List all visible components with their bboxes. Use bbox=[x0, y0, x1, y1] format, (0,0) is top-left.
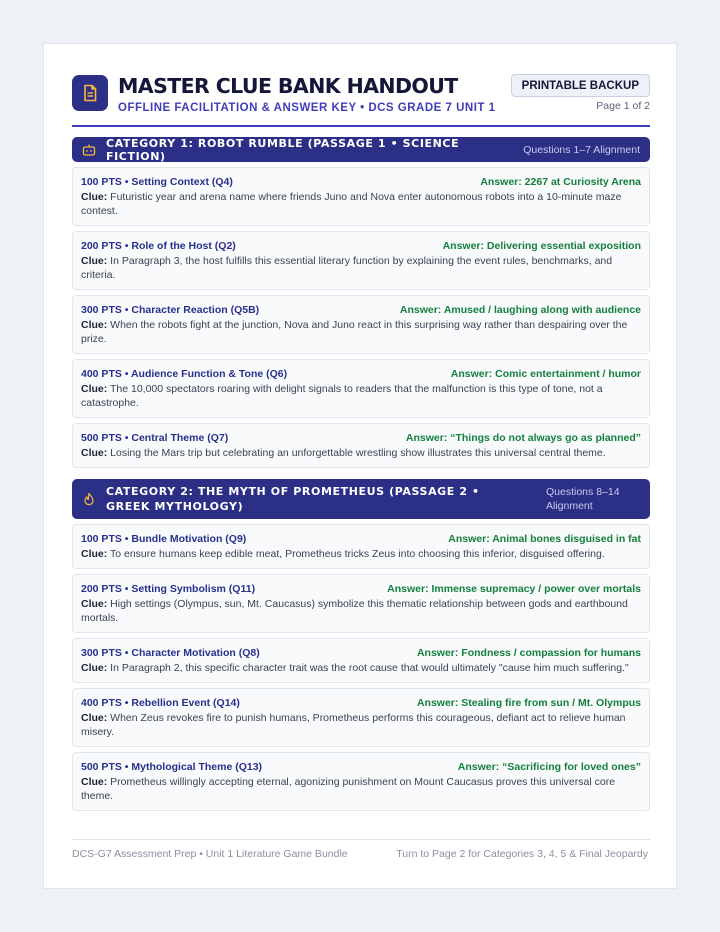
page-header bbox=[72, 72, 650, 124]
clue-label: Clue: bbox=[81, 191, 108, 203]
clue-text bbox=[81, 711, 641, 739]
category-alignment: Questions 1–7 Alignment bbox=[523, 143, 640, 156]
clue-points-label: 200 PTS • Setting Symbolism (Q11) bbox=[81, 583, 256, 595]
clue-text bbox=[81, 382, 641, 410]
clue-body: Futuristic year and arena name where friends Juno and Nova enter autonomous robots into a 10-minute maze contest. bbox=[81, 191, 622, 217]
clue-points-label: 100 PTS • Bundle Motivation (Q9) bbox=[81, 533, 247, 545]
clue-card bbox=[72, 359, 650, 418]
clue-card bbox=[72, 231, 650, 290]
footer-left-text: DCS-G7 Assessment Prep • Unit 1 Literature Game Bundle bbox=[72, 848, 348, 860]
clue-body: When the robots fight at the junction, Nova and Juno react in this surprising way rather than despairing over the prize. bbox=[81, 319, 628, 345]
clue-text bbox=[81, 597, 641, 625]
category-header-2 bbox=[72, 479, 650, 519]
printable-backup-badge: PRINTABLE BACKUP bbox=[511, 74, 650, 97]
clue-answer: Answer: Fondness / compassion for humans bbox=[416, 647, 641, 659]
clue-points-label: 300 PTS • Character Reaction (Q5B) bbox=[81, 304, 260, 316]
clue-text bbox=[81, 661, 641, 675]
page-title: MASTER CLUE BANK HANDOUT bbox=[118, 74, 458, 98]
clue-text bbox=[81, 547, 641, 561]
clue-answer: Answer: “Sacrificing for loved ones” bbox=[457, 761, 641, 773]
clue-body: The 10,000 spectators roaring with delight signals to readers that the malfunction is this type of tone, not a catastrophe. bbox=[81, 383, 603, 409]
clue-body: When Zeus revokes fire to punish humans, Prometheus performs this courageous, defiant act to relieve human misery. bbox=[81, 712, 626, 738]
clue-points-label: 500 PTS • Central Theme (Q7) bbox=[81, 432, 229, 444]
clue-answer: Answer: Stealing fire from sun / Mt. Olympus bbox=[416, 697, 641, 709]
clue-body: To ensure humans keep edible meat, Prometheus tricks Zeus into choosing this inferior, disguised offering. bbox=[109, 548, 605, 560]
clue-answer: Answer: Delivering essential exposition bbox=[442, 240, 641, 252]
clue-answer: Answer: “Things do not always go as planned” bbox=[405, 432, 641, 444]
header-divider bbox=[72, 125, 650, 127]
clue-answer: Answer: Comic entertainment / humor bbox=[450, 368, 641, 380]
clue-answer: Answer: Amused / laughing along with audience bbox=[399, 304, 641, 316]
document-icon bbox=[72, 75, 108, 111]
clue-card bbox=[72, 752, 650, 811]
category-title: CATEGORY 2: THE MYTH OF PROMETHEUS (PASSAGE 2 • GREEK MYTHOLOGY) bbox=[106, 485, 480, 513]
footer-divider bbox=[72, 839, 650, 840]
clue-answer: Answer: Animal bones disguised in fat bbox=[448, 533, 641, 545]
clue-points-label: 400 PTS • Audience Function & Tone (Q6) bbox=[81, 368, 288, 380]
clue-answer: Answer: 2267 at Curiosity Arena bbox=[480, 176, 641, 188]
clue-label: Clue: bbox=[81, 319, 108, 331]
clue-card bbox=[72, 524, 650, 569]
clue-label: Clue: bbox=[81, 383, 108, 395]
handout-page bbox=[43, 43, 677, 889]
clue-points-label: 100 PTS • Setting Context (Q4) bbox=[81, 176, 233, 188]
clue-label: Clue: bbox=[81, 776, 108, 788]
category-alignment: Questions 8–14 Alignment bbox=[546, 486, 620, 512]
page-indicator: Page 1 of 2 bbox=[596, 100, 650, 112]
clue-body: High settings (Olympus, sun, Mt. Caucasus) symbolize this thematic relationship between gods and earthbound mortals. bbox=[81, 598, 628, 624]
robot-icon bbox=[82, 143, 96, 157]
clue-label: Clue: bbox=[81, 255, 108, 267]
clue-label: Clue: bbox=[81, 447, 108, 459]
clue-label: Clue: bbox=[81, 598, 108, 610]
clue-points-label: 500 PTS • Mythological Theme (Q13) bbox=[81, 761, 263, 773]
fire-icon bbox=[82, 492, 96, 506]
clue-points-label: 300 PTS • Character Motivation (Q8) bbox=[81, 647, 260, 659]
footer-right-text: Turn to Page 2 for Categories 3, 4, 5 & Final Jeopardy bbox=[396, 848, 648, 860]
clue-text bbox=[81, 318, 641, 346]
clue-points-label: 400 PTS • Rebellion Event (Q14) bbox=[81, 697, 240, 709]
clue-answer: Answer: Immense supremacy / power over mortals bbox=[387, 583, 641, 595]
clue-card bbox=[72, 574, 650, 633]
clue-text bbox=[81, 254, 641, 282]
clue-body: In Paragraph 3, the host fulfills this essential literary function by explaining the event rules, benchmarks, and criteria. bbox=[81, 255, 613, 281]
clue-bank bbox=[72, 137, 650, 816]
clue-card bbox=[72, 423, 650, 468]
clue-label: Clue: bbox=[81, 662, 108, 674]
clue-label: Clue: bbox=[81, 548, 108, 560]
clue-body: In Paragraph 2, this specific character trait was the root cause that would ultimately "cause him much suffering." bbox=[110, 662, 629, 674]
clue-text bbox=[81, 190, 641, 218]
clue-label: Clue: bbox=[81, 712, 108, 724]
category-header-1 bbox=[72, 137, 650, 162]
clue-text bbox=[81, 446, 641, 460]
clue-card bbox=[72, 167, 650, 226]
clue-card bbox=[72, 295, 650, 354]
page-subtitle: OFFLINE FACILITATION & ANSWER KEY • DCS GRADE 7 UNIT 1 bbox=[118, 102, 496, 114]
clue-body: Losing the Mars trip but celebrating an unforgettable wrestling show illustrates this universal central theme. bbox=[110, 447, 606, 459]
clue-body: Prometheus willingly accepting eternal, agonizing punishment on Mount Caucasus proves this universal core theme. bbox=[81, 776, 616, 802]
clue-text bbox=[81, 775, 641, 803]
category-title: CATEGORY 1: ROBOT RUMBLE (PASSAGE 1 • SCIENCE FICTION) bbox=[106, 136, 460, 163]
clue-card bbox=[72, 688, 650, 747]
clue-points-label: 200 PTS • Role of the Host (Q2) bbox=[81, 240, 236, 252]
clue-card bbox=[72, 638, 650, 683]
